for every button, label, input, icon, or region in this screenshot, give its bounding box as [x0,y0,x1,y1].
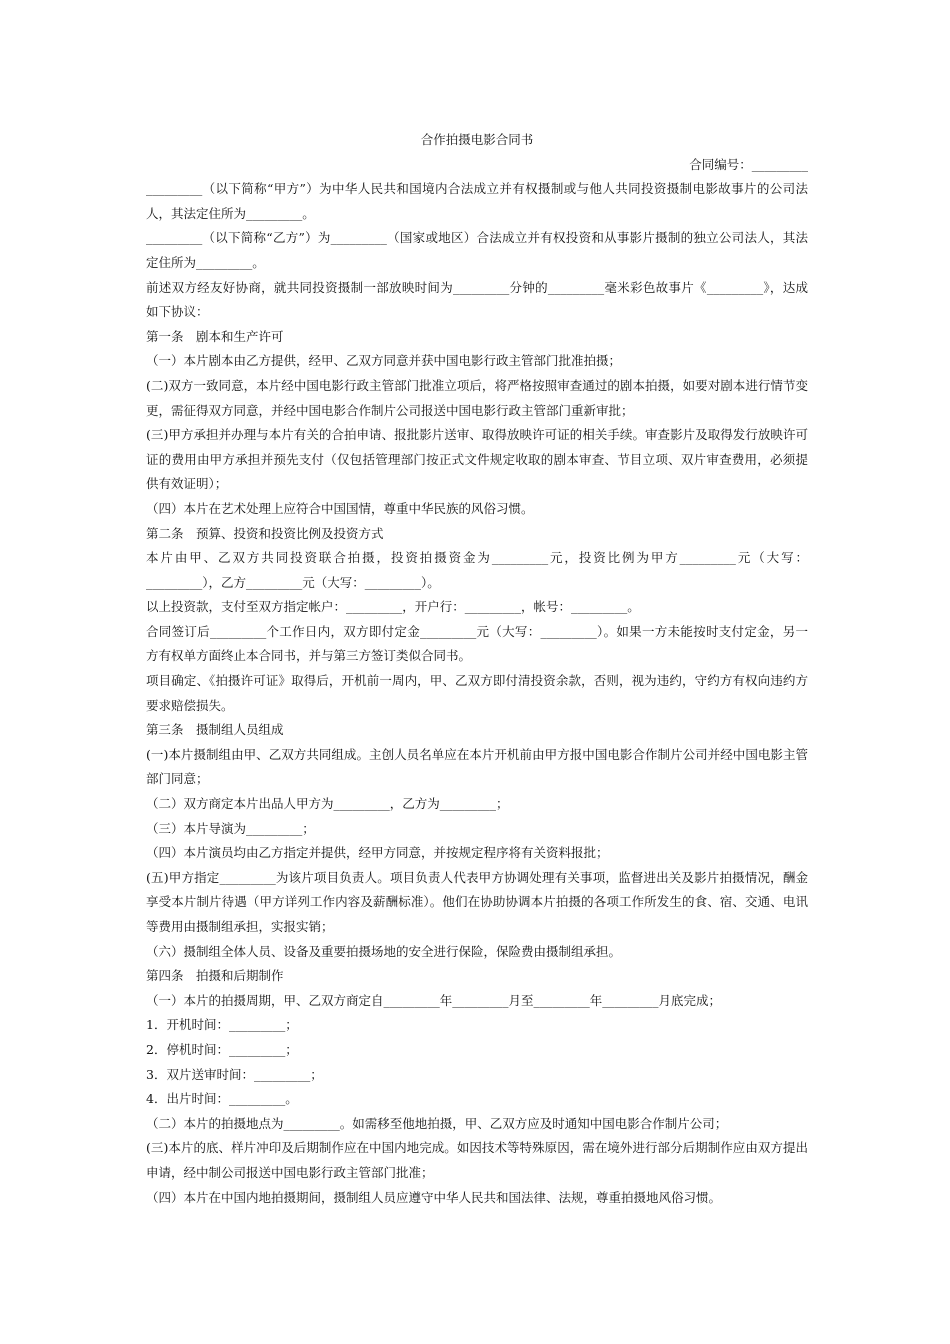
schedule-start: 1．开机时间：_________； [146,1017,298,1033]
article-3-item-2: （二）双方商定本片出品人甲方为_________，乙方为_________； [146,796,509,812]
article-4-heading: 第四条 拍摄和后期制作 [146,968,284,984]
article-3-item-5: (五)甲方指定_________为该片项目负责人。项目负责人代表甲方协调处理有关事项，监督进出关及影片拍摄情况，酬金享受本片制片待遇（甲方详列工作内容及薪酬标准）。他们在协助协调本片拍摄的各项工作所发生的食、宿、交通、电讯等费用由摄制组承担，实报实销； [146,869,808,934]
article-2-para-3: 合同签订后_________个工作日内，双方即付定金_________元（大写：_________）。如果一方未能按时支付定金，另一方有权单方面终止本合同书，并与第三方签订类似合同书。 [146,623,808,664]
article-2-para-1: 本片由甲、乙双方共同投资联合拍摄，投资拍摄资金为_________元，投资比例为甲方_________元（大写：_________），乙方_________元（大写：_________）。 [146,550,808,590]
contract-document [146,128,808,1210]
document-title: 合作拍摄电影合同书 [420,132,534,147]
article-4-item-1: （一）本片的拍摄周期，甲、乙双方商定自_________年_________月至_________年_________月底完成； [146,992,722,1008]
paragraph-party-a: _________（以下简称“甲方”）为中华人民共和国境内合法成立并有权摄制或与他人共同投资摄制电影故事片的公司法人，其法定住所为_________。 [146,181,808,221]
paragraph-preamble: 前述双方经友好协商，就共同投资摄制一部放映时间为_________分钟的_________毫米彩色故事片《_________》，达成如下协议： [146,279,808,320]
article-4-item-4: （四）本片在中国内地拍摄期间，摄制组人员应遵守中华人民共和国法律、法规，尊重拍摄地风俗习惯。 [146,1189,722,1205]
schedule-release: 4．出片时间：_________。 [146,1091,298,1107]
schedule-stop: 2．停机时间：_________； [146,1041,298,1057]
article-4-item-3: (三)本片的底、样片冲印及后期制作应在中国内地完成。如因技术等特殊原因，需在境外进行部分后期制作应由双方提出申请，经中制公司报送中国电影行政主管部门批准； [146,1140,808,1180]
article-2-para-2: 以上投资款，支付至双方指定帐户：_________，开户行：_________，帐号：_________。 [146,599,640,615]
article-1-item-3: (三)甲方承担并办理与本片有关的合拍申请、报批影片送审、取得放映许可证的相关手续。审查影片及取得发行放映许可证的费用由甲方承担并预先支付（仅包括管理部门按正式文件规定收取的剧本审查、节目立项、双片审查费用，必须提供有效证明）； [146,427,808,492]
paragraph-party-b: _________（以下简称“乙方”）为_________（国家或地区）合法成立并有权投资和从事影片摄制的独立公司法人，其法定住所为_________。 [146,230,808,270]
article-3-item-4: （四）本片演员均由乙方指定并提供，经甲方同意，并按规定程序将有关资料报批； [146,845,609,861]
article-2-heading: 第二条 预算、投资和投资比例及投资方式 [146,525,384,541]
article-1-item-1: （一）本片剧本由乙方提供，经甲、乙双方同意并获中国电影行政主管部门批准拍摄； [146,353,622,369]
article-4-item-2: （二）本片的拍摄地点为_________。如需移至他地拍摄，甲、乙双方应及时通知中国电影合作制片公司； [146,1115,728,1131]
schedule-review: 3．双片送审时间：_________； [146,1066,323,1082]
article-3-heading: 第三条 摄制组人员组成 [146,722,284,738]
contract-number: 合同编号：_________ [689,156,808,172]
article-1-heading: 第一条 剧本和生产许可 [146,328,284,344]
article-3-item-6: （六）摄制组全体人员、设备及重要拍摄场地的安全进行保险，保险费由摄制组承担。 [146,943,622,959]
article-3-item-3: （三）本片导演为_________； [146,820,315,836]
article-1-item-2: (二)双方一致同意，本片经中国电影行政主管部门批准立项后，将严格按照审查通过的剧本拍摄，如要对剧本进行情节变更，需征得双方同意，并经中国电影合作制片公司报送中国电影行政主管部门重新审批； [146,377,808,418]
article-1-item-4: （四）本片在艺术处理上应符合中国国情，尊重中华民族的风俗习惯。 [146,500,534,516]
article-2-para-4: 项目确定、《拍摄许可证》取得后，开机前一周内，甲、乙双方即付清投资余款，否则，视为违约，守约方有权向违约方要求赔偿损失。 [146,673,808,713]
article-3-item-1: (一)本片摄制组由甲、乙双方共同组成。主创人员名单应在本片开机前由甲方报中国电影合作制片公司并经中国电影主管部门同意； [146,746,808,787]
